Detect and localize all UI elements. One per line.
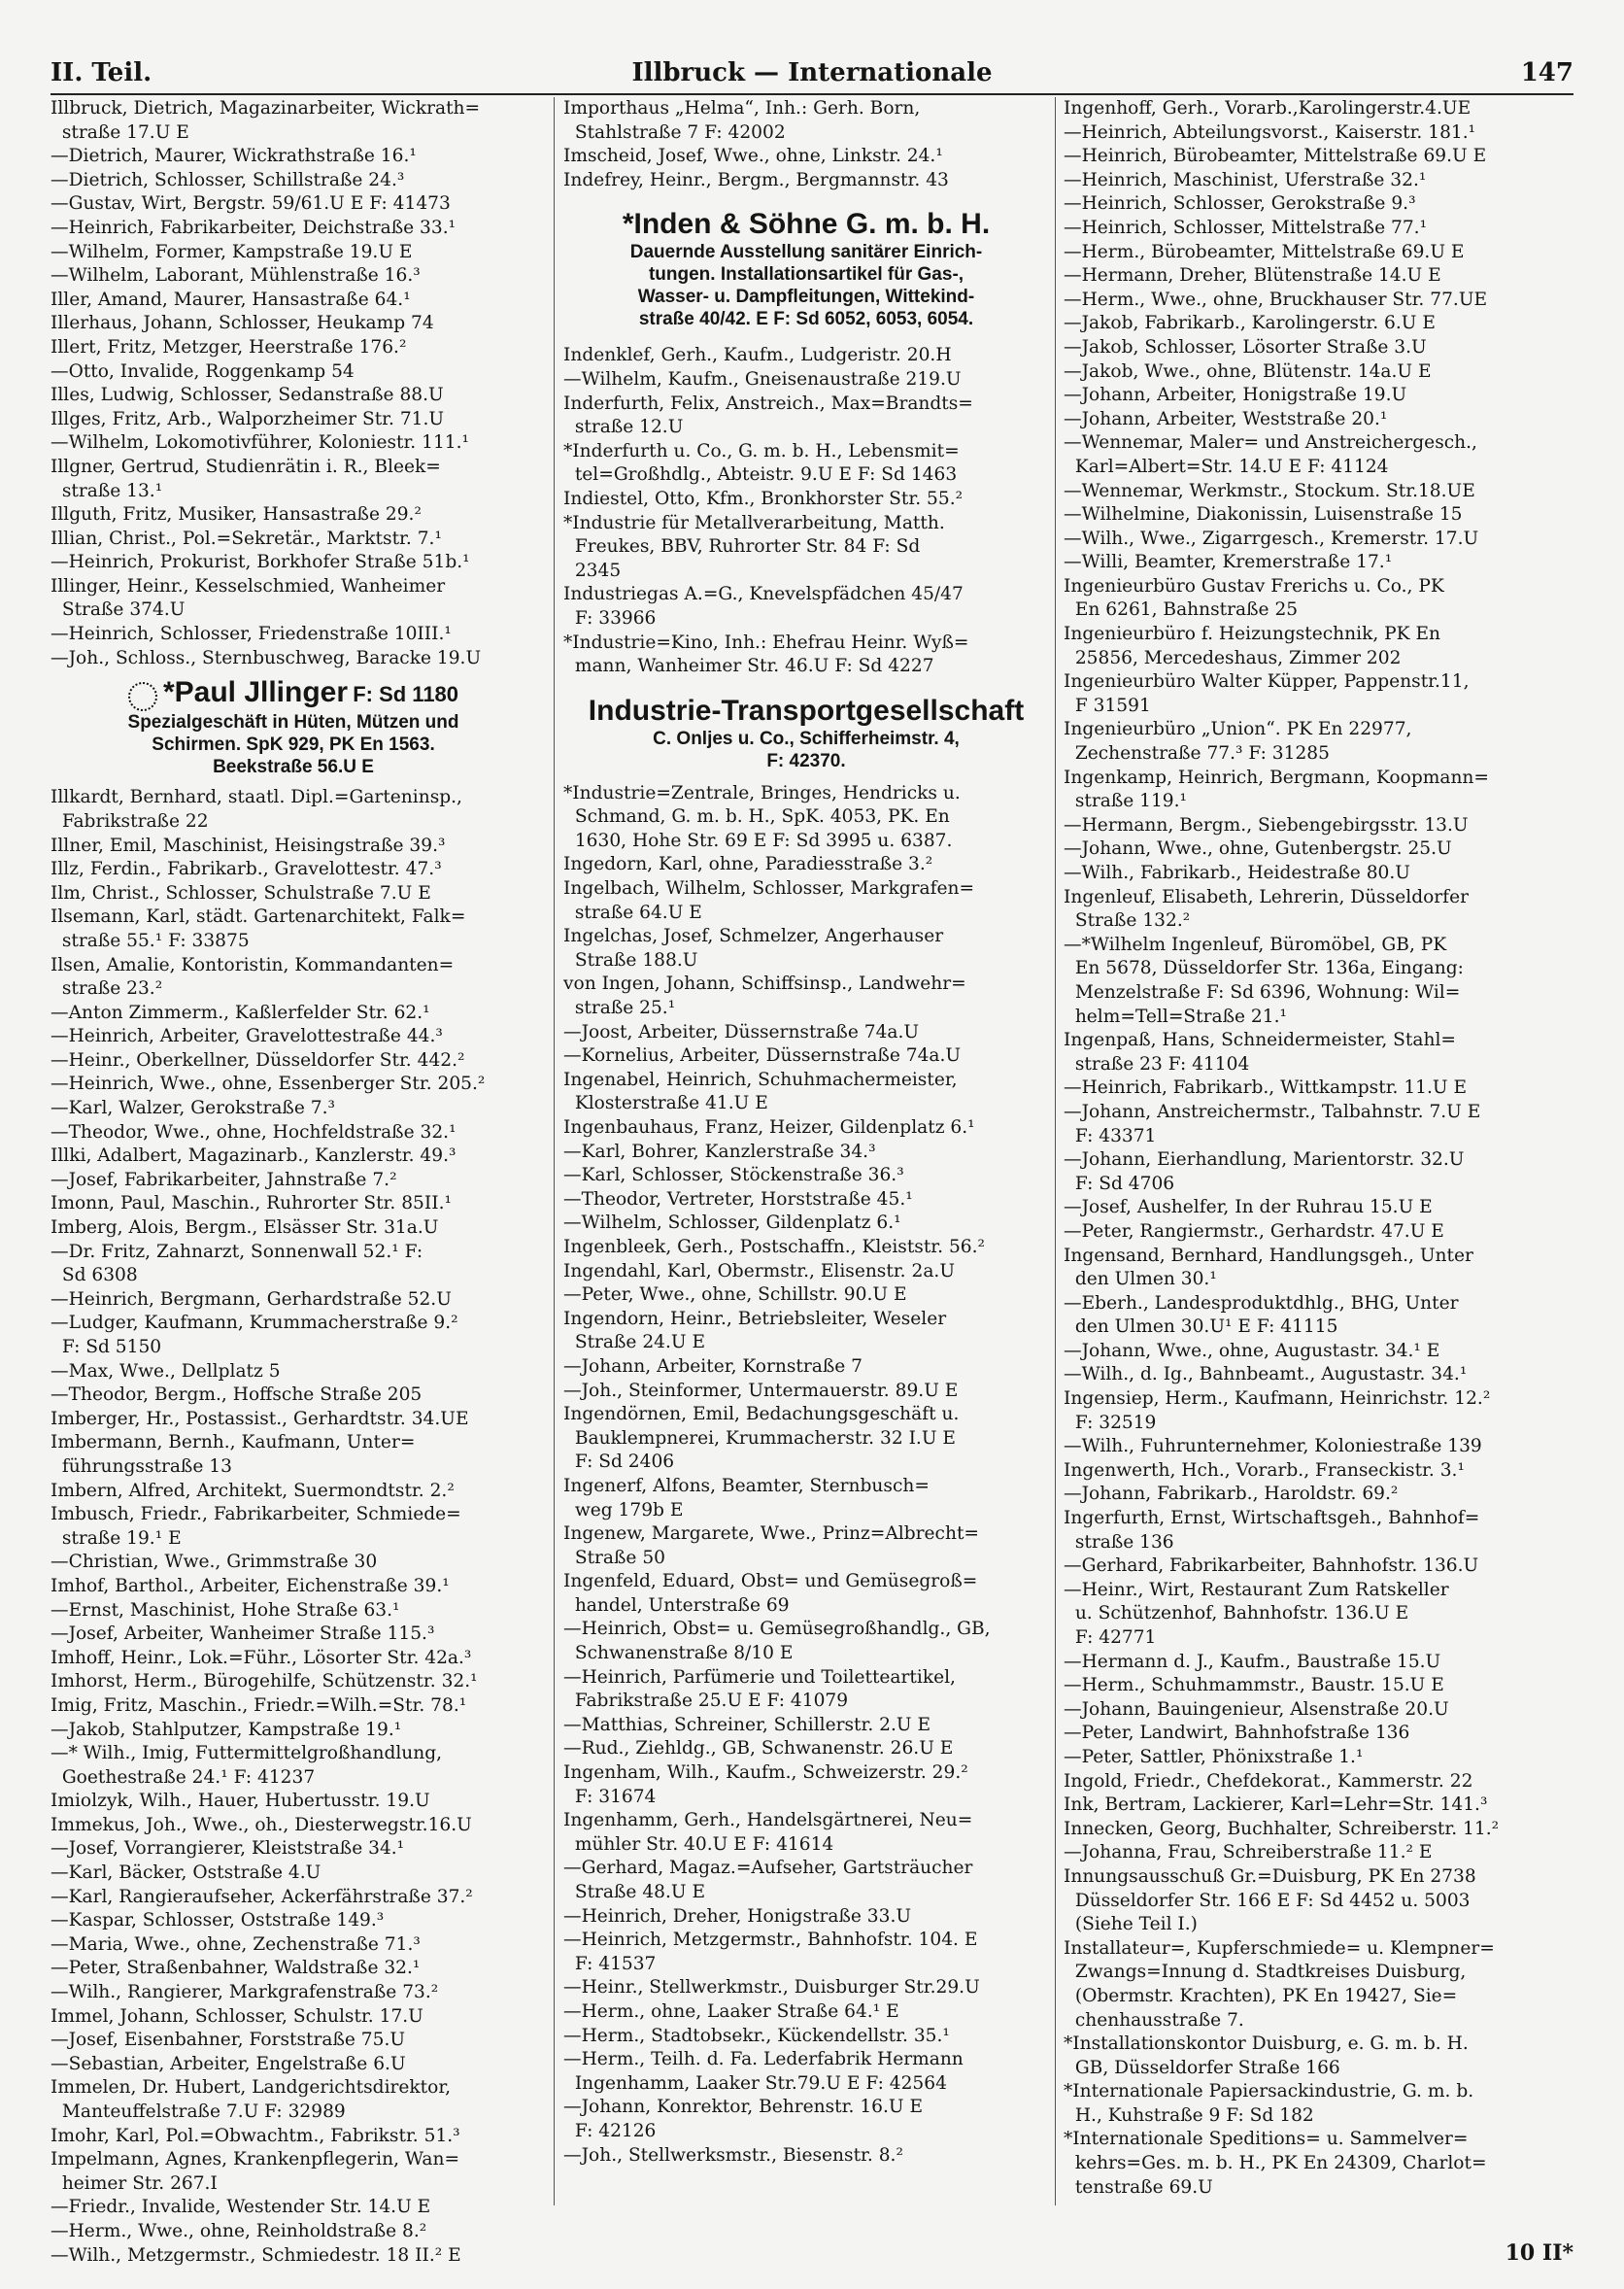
running-title: Illbruck — Internationale bbox=[631, 58, 993, 87]
directory-entry: —Hermann, Dreher, Blütenstraße 14.U E bbox=[1064, 265, 1441, 287]
directory-entry: Ingenabel, Heinrich, Schuhmachermeister, bbox=[563, 1069, 958, 1090]
directory-entry: helm=Tell=Straße 21.¹ bbox=[1064, 1006, 1287, 1027]
directory-entry: den Ulmen 30.¹ bbox=[1064, 1269, 1217, 1290]
directory-entry: Importhaus „Helma“, Inh.: Gerh. Born, bbox=[563, 98, 921, 119]
directory-entry: tenstraße 69.U bbox=[1064, 2176, 1213, 2198]
directory-entry: *Industrie=Kino, Inh.: Ehefrau Heinr. Wyß= bbox=[563, 632, 969, 653]
directory-entry: 1630, Hohe Str. 69 E F: Sd 3995 u. 6387. bbox=[563, 830, 953, 851]
directory-entry: —Heinrich, Bürobeamter, Mittelstraße 69.U E bbox=[1064, 146, 1487, 167]
directory-entry: —Heinrich, Dreher, Honigstraße 33.U bbox=[563, 1905, 912, 1927]
directory-entry: —Otto, Invalide, Roggenkamp 54 bbox=[51, 360, 355, 382]
directory-entry: —Heinrich, Metzgermstr., Bahnhofstr. 104. E bbox=[563, 1930, 978, 1951]
directory-entry: Illbruck, Dietrich, Magazinarbeiter, Wickrath= bbox=[51, 98, 481, 119]
directory-entry: F: 42771 bbox=[1064, 1627, 1157, 1648]
directory-entry: Sd 6308 bbox=[51, 1265, 138, 1286]
directory-entry: —Joh., Steinformer, Untermauerstr. 89.U E bbox=[563, 1380, 959, 1401]
directory-entry: Bauklempnerei, Krummacherstr. 32 I.U E bbox=[563, 1427, 956, 1449]
directory-entry: —Heinrich, Bergmann, Gerhardstraße 52.U bbox=[51, 1288, 452, 1310]
directory-entry: —Wilh., d. Ig., Bahnbeamt., Augustastr. 34.¹ bbox=[1064, 1364, 1468, 1385]
directory-entry: Imscheid, Josef, Wwe., ohne, Linkstr. 24.¹ bbox=[563, 146, 943, 167]
directory-entry: —Ernst, Maschinist, Hohe Straße 63.¹ bbox=[51, 1599, 400, 1621]
directory-entry: —Wilhelm, Former, Kampstraße 19.U E bbox=[51, 241, 413, 262]
directory-entry: —Heinr., Wirt, Restaurant Zum Ratskeller bbox=[1064, 1579, 1449, 1600]
directory-entry: Ingenfeld, Eduard, Obst= und Gemüsegroß= bbox=[563, 1571, 978, 1592]
directory-entry: —Herm., Wwe., ohne, Reinholdstraße 8.² bbox=[51, 2220, 427, 2241]
directory-entry: —Johann, Arbeiter, Kornstraße 7 bbox=[563, 1355, 863, 1377]
directory-entry: Ingenpaß, Hans, Schneidermeister, Stahl= bbox=[1064, 1030, 1456, 1051]
directory-entry: Ingenleuf, Elisabeth, Lehrerin, Düsseldorfer bbox=[1064, 886, 1469, 907]
directory-entry: —Herm., ohne, Laaker Straße 64.¹ E bbox=[563, 2000, 899, 2022]
directory-entry: Ingenhoff, Gerh., Vorarb.,Karolingerstr.4.UE bbox=[1064, 98, 1472, 119]
directory-entry: —Joh., Stellwerksmstr., Biesenstr. 8.² bbox=[563, 2144, 903, 2166]
advert-line: Beekstraße 56.U E bbox=[213, 757, 374, 778]
directory-entry: —Josef, Vorrangierer, Kleiststraße 34.¹ bbox=[51, 1838, 405, 1860]
directory-entry: —Karl, Walzer, Gerokstraße 7.³ bbox=[51, 1098, 335, 1119]
hat-logo-icon bbox=[128, 682, 157, 711]
directory-entry: Ingenbleek, Gerh., Postschaffn., Kleiststr. 56.² bbox=[563, 1236, 986, 1257]
entry-list bbox=[563, 344, 1049, 678]
page-number: 147 bbox=[1520, 58, 1573, 87]
directory-entry: —Jakob, Wwe., ohne, Blütenstr. 14a.U E bbox=[1064, 360, 1432, 382]
directory-entry: —Heinrich, Schlosser, Friedenstraße 10III.¹ bbox=[51, 624, 452, 645]
directory-entry: —*Wilhelm Ingenleuf, Büromöbel, GB, PK bbox=[1064, 934, 1447, 955]
directory-entry: —Johann, Arbeiter, Weststraße 20.¹ bbox=[1064, 408, 1388, 429]
directory-entry: *Industrie=Zentrale, Bringes, Hendricks u. bbox=[563, 782, 961, 803]
directory-entry: Ingenieurbüro f. Heizungstechnik, PK En bbox=[1064, 624, 1441, 645]
directory-entry: Ingenhamm, Gerh., Handelsgärtnerei, Neu= bbox=[563, 1810, 973, 1831]
directory-entry: Imbermann, Bernh., Kaufmann, Unter= bbox=[51, 1432, 416, 1453]
directory-entry: Ilm, Christ., Schlosser, Schulstraße 7.U E bbox=[51, 882, 431, 904]
directory-entry: mühler Str. 40.U E F: 41614 bbox=[563, 1833, 834, 1855]
directory-entry: —Hermann, Bergm., Siebengebirgsstr. 13.U bbox=[1064, 814, 1469, 836]
advert-line: tungen. Installationsartikel für Gas-, bbox=[648, 264, 964, 286]
directory-entry: —Johanna, Frau, Schreiberstraße 11.² E bbox=[1064, 1842, 1433, 1863]
directory-entry: (Siehe Teil I.) bbox=[1064, 1914, 1198, 1935]
directory-entry: —Jakob, Fabrikarb., Karolingerstr. 6.U E bbox=[1064, 313, 1436, 334]
directory-entry: Illges, Fritz, Arb., Walporzheimer Str. 71.U bbox=[51, 408, 445, 429]
directory-entry: Immekus, Joh., Wwe., oh., Diesterwegstr.16.U bbox=[51, 1814, 472, 1835]
directory-entry: —Anton Zimmerm., Kaßlerfelder Str. 62.¹ bbox=[51, 1002, 430, 1023]
directory-entry: Indiestel, Otto, Kfm., Bronkhorster Str. 55.² bbox=[563, 488, 964, 509]
advert-inden-soehne bbox=[563, 208, 1049, 330]
directory-entry: Impelmann, Agnes, Krankenpflegerin, Wan= bbox=[51, 2149, 460, 2170]
advert-name: *Paul Jllinger bbox=[162, 676, 349, 709]
directory-entry: 25856, Mercedeshaus, Zimmer 202 bbox=[1064, 647, 1402, 668]
directory-entry: Illz, Ferdin., Fabrikarb., Gravelottestr. 47.³ bbox=[51, 859, 442, 880]
directory-entry: —Ludger, Kaufmann, Krummacherstraße 9.² bbox=[51, 1313, 458, 1334]
advert-line: Dauernde Ausstellung sanitärer Einrich- bbox=[629, 242, 983, 263]
directory-entry: Fabrikstraße 22 bbox=[51, 810, 209, 832]
advert-line: Schirmen. SpK 929, PK En 1563. bbox=[152, 735, 435, 756]
directory-entry: *Inderfurth u. Co., G. m. b. H., Lebensmit= bbox=[563, 440, 960, 461]
directory-entry: —Herm., Teilh. d. Fa. Lederfabrik Hermann bbox=[563, 2049, 964, 2070]
directory-entry: den Ulmen 30.U¹ E F: 41115 bbox=[1064, 1316, 1338, 1338]
directory-entry: —Max, Wwe., Dellplatz 5 bbox=[51, 1360, 281, 1382]
directory-entry: —Wennemar, Maler= und Anstreichergesch., bbox=[1064, 432, 1477, 454]
directory-entry: —Dietrich, Maurer, Wickrathstraße 16.¹ bbox=[51, 146, 417, 167]
directory-entry: —Heinrich, Obst= u. Gemüsegroßhandlg., GB, bbox=[563, 1619, 991, 1640]
directory-entry: Zwangs=Innung d. Stadtkreises Duisburg, bbox=[1064, 1962, 1467, 1983]
directory-entry: Straße 48.U E bbox=[563, 1882, 706, 1902]
directory-entry: —Herm., Stadtobsekr., Kückendellstr. 35.¹ bbox=[563, 2025, 950, 2046]
directory-entry: —Dietrich, Schlosser, Schillstraße 24.³ bbox=[51, 169, 405, 190]
advert-line: Wasser- u. Dampfleitungen, Wittekind- bbox=[637, 287, 975, 308]
directory-entry: Straße 132.² bbox=[1064, 910, 1191, 932]
directory-entry: Ingenieurbüro „Union“. PK En 22977, bbox=[1064, 719, 1412, 740]
directory-entry: u. Schützenhof, Bahnhofstr. 136.U E bbox=[1064, 1603, 1409, 1624]
directory-entry: —Josef, Arbeiter, Wanheimer Straße 115.³ bbox=[51, 1623, 435, 1645]
directory-entry: Ingendorn, Heinr., Betriebsleiter, Weseler bbox=[563, 1308, 947, 1329]
directory-entry: —Gerhard, Fabrikarbeiter, Bahnhofstr. 136.U bbox=[1064, 1555, 1479, 1577]
directory-entry: Inderfurth, Felix, Anstreich., Max=Brandts= bbox=[563, 393, 973, 414]
directory-entry: —Karl, Bäcker, Oststraße 4.U bbox=[51, 1862, 321, 1884]
directory-entry: Straße 188.U bbox=[563, 949, 698, 971]
directory-entry: Innungsausschuß Gr.=Duisburg, PK En 2738 bbox=[1064, 1865, 1476, 1887]
directory-entry: 2345 bbox=[563, 560, 622, 581]
directory-entry: straße 64.U E bbox=[563, 902, 702, 923]
column-1 bbox=[51, 97, 536, 2268]
directory-entry: —Heinrich, Schlosser, Mittelstraße 77.¹ bbox=[1064, 217, 1428, 238]
directory-entry: F: 31674 bbox=[563, 1786, 657, 1807]
advert-line: straße 40/42. E F: Sd 6052, 6053, 6054. bbox=[638, 309, 974, 330]
directory-entry: —Josef, Aushelfer, In der Ruhrau 15.U E bbox=[1064, 1197, 1433, 1218]
directory-entry: —Herm., Wwe., ohne, Bruckhauser Str. 77.UE bbox=[1064, 289, 1488, 310]
directory-entry: —Josef, Eisenbahner, Forststraße 75.U bbox=[51, 2030, 406, 2051]
directory-entry: Goethestraße 24.¹ F: 41237 bbox=[51, 1766, 316, 1788]
directory-entry: Ingendörnen, Emil, Bedachungsgeschäft u. bbox=[563, 1404, 960, 1425]
directory-entry: Ingenieurbüro Gustav Frerichs u. Co., PK bbox=[1064, 575, 1444, 597]
directory-entry: handel, Unterstraße 69 bbox=[563, 1594, 790, 1616]
directory-entry: —Johann, Konrektor, Behrenstr. 16.U E bbox=[563, 2097, 924, 2118]
directory-entry: Schmand, G. m. b. H., SpK. 4053, PK. En bbox=[563, 806, 950, 828]
directory-entry: Ingenbauhaus, Franz, Heizer, Gildenplatz 6.¹ bbox=[563, 1117, 975, 1138]
directory-entry: straße 13.¹ bbox=[51, 480, 163, 501]
directory-entry: —Wilhelm, Schlosser, Gildenplatz 6.¹ bbox=[563, 1213, 901, 1234]
directory-entry: —Kaspar, Schlosser, Oststraße 149.³ bbox=[51, 1910, 385, 1931]
directory-entry: Straße 24.U E bbox=[563, 1332, 706, 1353]
directory-entry: Illinger, Heinr., Kesselschmied, Wanheimer bbox=[51, 575, 446, 597]
directory-entry: —Wennemar, Werkmstr., Stockum. Str.18.UE bbox=[1064, 480, 1475, 501]
directory-entry: —Theodor, Vertreter, Horststraße 45.¹ bbox=[563, 1188, 913, 1210]
directory-entry: Ingerfurth, Ernst, Wirtschaftsgeh., Bahnhof= bbox=[1064, 1508, 1480, 1529]
directory-entry: —Dr. Fritz, Zahnarzt, Sonnenwall 52.¹ F: bbox=[51, 1241, 423, 1262]
header-rule bbox=[51, 93, 1573, 95]
directory-entry: führungsstraße 13 bbox=[51, 1455, 232, 1477]
directory-entry: —Peter, Wwe., ohne, Schillstr. 90.U E bbox=[563, 1284, 907, 1306]
directory-entry: Illian, Christ., Pol.=Sekretär., Marktstr. 7.¹ bbox=[51, 528, 442, 549]
directory-entry: Menzelstraße F: Sd 6396, Wohnung: Wil= bbox=[1064, 981, 1461, 1003]
directory-entry: —Peter, Landwirt, Bahnhofstraße 136 bbox=[1064, 1723, 1410, 1744]
directory-entry: —Wilhelm, Lokomotivführer, Koloniestr. 111.¹ bbox=[51, 432, 469, 454]
directory-entry: En 6261, Bahnstraße 25 bbox=[1064, 599, 1299, 621]
directory-entry: F: Sd 4706 bbox=[1064, 1173, 1175, 1194]
directory-entry: Imhoff, Heinr., Lok.=Führ., Lösorter Str. 42a.³ bbox=[51, 1647, 472, 1668]
directory-entry: Imohr, Karl, Pol.=Obwachtm., Fabrikstr. 51.³ bbox=[51, 2125, 460, 2146]
directory-entry: straße 17.U E bbox=[51, 121, 189, 143]
directory-entry: —Heinrich, Fabrikarb., Wittkampstr. 11.U E bbox=[1064, 1077, 1468, 1099]
directory-entry: —Wilhelm, Kaufm., Gneisenaustraße 219.U bbox=[563, 368, 962, 390]
directory-entry: Imhof, Barthol., Arbeiter, Eichenstraße 39.¹ bbox=[51, 1575, 450, 1596]
directory-entry: —Heinrich, Maschinist, Uferstraße 32.¹ bbox=[1064, 169, 1427, 190]
advert-paul-jllinger bbox=[51, 676, 536, 778]
directory-entry: straße 23 F: 41104 bbox=[1064, 1053, 1250, 1075]
advert-phone: F: Sd 1180 bbox=[353, 682, 459, 707]
directory-entry: —Friedr., Invalide, Westender Str. 14.U E bbox=[51, 2197, 431, 2218]
directory-entry: F: 33966 bbox=[563, 607, 657, 629]
directory-entry: F: 42126 bbox=[563, 2120, 657, 2141]
directory-entry: —Maria, Wwe., ohne, Zechenstraße 71.³ bbox=[51, 1933, 421, 1955]
directory-entry: straße 55.¹ F: 33875 bbox=[51, 930, 250, 951]
directory-entry: —Theodor, Bergm., Hoffsche Straße 205 bbox=[51, 1384, 423, 1406]
directory-entry: Imberger, Hr., Postassist., Gerhardtstr. 34.UE bbox=[51, 1408, 469, 1429]
directory-entry: GB, Düsseldorfer Straße 166 bbox=[1064, 2057, 1340, 2078]
directory-entry: Imig, Fritz, Maschin., Friedr.=Wilh.=Str. 78.¹ bbox=[51, 1694, 467, 1716]
directory-entry: mann, Wanheimer Str. 46.U F: Sd 4227 bbox=[563, 656, 934, 677]
directory-entry: —Wilh., Rangierer, Markgrafenstraße 73.² bbox=[51, 1982, 439, 2003]
directory-entry: *Internationale Speditions= u. Sammelver= bbox=[1064, 2129, 1469, 2150]
directory-entry: Ingenhamm, Laaker Str.79.U E F: 42564 bbox=[563, 2072, 947, 2094]
directory-entry: *Internationale Papiersackindustrie, G. m. b. bbox=[1064, 2081, 1474, 2102]
directory-entry: —Heinrich, Prokurist, Borkhofer Straße 51b.¹ bbox=[51, 552, 470, 573]
advert-line: C. Onljes u. Co., Schifferheimstr. 4, bbox=[653, 728, 960, 749]
directory-entry: Immel, Johann, Schlosser, Schulstr. 17.U bbox=[51, 2005, 423, 2027]
column-2 bbox=[563, 97, 1049, 2168]
directory-entry: straße 119.¹ bbox=[1064, 791, 1188, 812]
directory-entry: (Obermstr. Krachten), PK En 19427, Sie= bbox=[1064, 1985, 1458, 2006]
directory-entry: Ingenew, Margarete, Wwe., Prinz=Albrecht= bbox=[563, 1523, 979, 1545]
directory-entry: straße 25.¹ bbox=[563, 998, 676, 1019]
directory-entry: Illert, Fritz, Metzger, Heerstraße 176.² bbox=[51, 336, 407, 358]
directory-entry: Imbusch, Friedr., Fabrikarbeiter, Schmiede= bbox=[51, 1504, 461, 1525]
directory-entry: straße 23.² bbox=[51, 978, 163, 1000]
directory-entry: —Matthias, Schreiner, Schillerstr. 2.U E bbox=[563, 1714, 931, 1735]
directory-entry: —Sebastian, Arbeiter, Engelstraße 6.U bbox=[51, 2053, 406, 2074]
directory-entry: Ilsen, Amalie, Kontoristin, Kommandanten= bbox=[51, 954, 455, 975]
directory-entry: Iller, Amand, Maurer, Hansastraße 64.¹ bbox=[51, 289, 411, 310]
directory-entry: Manteuffelstraße 7.U F: 32989 bbox=[51, 2101, 346, 2122]
directory-entry: Straße 50 bbox=[563, 1547, 666, 1568]
directory-entry: kehrs=Ges. m. b. H., PK En 24309, Charlot= bbox=[1064, 2153, 1487, 2174]
directory-entry: —Johann, Fabrikarb., Haroldstr. 69.² bbox=[1064, 1484, 1399, 1505]
directory-entry: Freukes, BBV, Ruhrorter Str. 84 F: Sd bbox=[563, 536, 921, 558]
directory-entry: Illki, Adalbert, Magazinarb., Kanzlerstr. 49.³ bbox=[51, 1145, 457, 1167]
directory-entry: Illner, Emil, Maschinist, Heisingstraße 39.³ bbox=[51, 835, 446, 856]
directory-entry: *Industrie für Metallverarbeitung, Matth. bbox=[563, 512, 945, 533]
directory-entry: weg 179b E bbox=[563, 1499, 684, 1520]
advert-industrie-transport bbox=[563, 695, 1049, 772]
column-divider bbox=[1055, 97, 1056, 2205]
advert-name: Industrie-Transportgesellschaft bbox=[588, 694, 1025, 727]
directory-entry: Indefrey, Heinr., Bergm., Bergmannstr. 43 bbox=[563, 169, 949, 190]
directory-entry: Klosterstraße 41.U E bbox=[563, 1093, 768, 1114]
directory-entry: —Eberh., Landesproduktdhlg., BHG, Unter bbox=[1064, 1292, 1459, 1314]
entry-list bbox=[563, 97, 1049, 192]
advert-line: Spezialgeschäft in Hüten, Mützen und bbox=[127, 712, 459, 734]
directory-entry: —Johann, Wwe., ohne, Gutenbergstr. 25.U bbox=[1064, 838, 1452, 860]
directory-entry: —Johann, Arbeiter, Honigstraße 19.U bbox=[1064, 385, 1407, 406]
directory-entry: Ingold, Friedr., Chefdekorat., Kammerstr. 22 bbox=[1064, 1770, 1473, 1792]
directory-entry: Ingenham, Wilh., Kaufm., Schweizerstr. 29.² bbox=[563, 1762, 968, 1784]
directory-entry: —Heinrich, Wwe., ohne, Essenberger Str. 205.² bbox=[51, 1074, 486, 1095]
directory-entry: Schwanenstraße 8/10 E bbox=[563, 1643, 794, 1664]
directory-entry: —Herm., Schuhmammstr., Baustr. 15.U E bbox=[1064, 1675, 1444, 1696]
directory-entry: F: Sd 5150 bbox=[51, 1337, 162, 1357]
directory-entry: Ingenkamp, Heinrich, Bergmann, Koopmann= bbox=[1064, 767, 1489, 788]
entry-list bbox=[1064, 97, 1549, 2200]
directory-entry: —Joost, Arbeiter, Düssernstraße 74a.U bbox=[563, 1021, 920, 1042]
directory-entry: —Wilhelmine, Diakonissin, Luisenstraße 15 bbox=[1064, 504, 1463, 526]
directory-entry: Installateur=, Kupferschmiede= u. Klempner= bbox=[1064, 1937, 1495, 1959]
directory-entry: F: 43371 bbox=[1064, 1125, 1157, 1146]
directory-entry: Illes, Ludwig, Schlosser, Sedanstraße 88.U bbox=[51, 385, 444, 406]
directory-entry: —Heinrich, Schlosser, Gerokstraße 9.³ bbox=[1064, 193, 1416, 215]
directory-entry: —Karl, Rangieraufseher, Ackerfährstraße 37.² bbox=[51, 1886, 473, 1907]
directory-entry: —Jakob, Stahlputzer, Kampstraße 19.¹ bbox=[51, 1719, 402, 1740]
directory-entry: straße 12.U bbox=[563, 417, 684, 438]
directory-entry: Industriegas A.=G., Knevelspfädchen 45/47 bbox=[563, 584, 964, 605]
directory-entry: F 31591 bbox=[1064, 695, 1151, 716]
directory-entry: Ingelchas, Josef, Schmelzer, Angerhauser bbox=[563, 926, 944, 947]
column-3 bbox=[1064, 97, 1549, 2200]
directory-entry: —Wilh., Fabrikarb., Heidestraße 80.U bbox=[1064, 863, 1410, 883]
directory-entry: Ingedorn, Karl, ohne, Paradiesstraße 3.² bbox=[563, 854, 933, 875]
directory-entry: straße 19.¹ E bbox=[51, 1527, 182, 1549]
directory-entry: —Heinrich, Arbeiter, Gravelottestraße 44.³ bbox=[51, 1026, 443, 1047]
directory-entry: Ingenwerth, Hch., Vorarb., Franseckistr. 3.¹ bbox=[1064, 1459, 1465, 1481]
directory-entry: Ilsemann, Karl, städt. Gartenarchitekt, Falk= bbox=[51, 906, 466, 928]
directory-entry: —Kornelius, Arbeiter, Düssernstraße 74a.U bbox=[563, 1045, 962, 1067]
directory-entry: Ingenieurbüro Walter Küpper, Pappenstr.11, bbox=[1064, 671, 1470, 693]
directory-entry: —Joh., Schloss., Sternbuschweg, Baracke 19.U bbox=[51, 647, 482, 668]
directory-entry: Indenklef, Gerh., Kaufm., Ludgeristr. 20.H bbox=[563, 345, 952, 366]
directory-entry: —Wilh., Fuhrunternehmer, Koloniestraße 139 bbox=[1064, 1436, 1482, 1457]
directory-entry: Illgner, Gertrud, Studienrätin i. R., Bleek= bbox=[51, 456, 441, 477]
directory-entry: —Rud., Ziehldg., GB, Schwanenstr. 26.U E bbox=[563, 1738, 954, 1759]
directory-entry: Zechenstraße 77.³ F: 31285 bbox=[1064, 743, 1330, 765]
directory-entry: —Johann, Eierhandlung, Marientorstr. 32.U bbox=[1064, 1149, 1465, 1171]
directory-entry: —Heinrich, Abteilungsvorst., Kaiserstr. 181.¹ bbox=[1064, 121, 1476, 143]
directory-entry: Innecken, Georg, Buchhalter, Schreiberstr. 11.² bbox=[1064, 1818, 1500, 1839]
directory-entry: Imiolzyk, Wilh., Hauer, Hubertusstr. 19.U bbox=[51, 1791, 430, 1812]
directory-entry: Imberg, Alois, Bergm., Elsässer Str. 31a.U bbox=[51, 1217, 439, 1239]
directory-entry: tel=Großhdlg., Abteistr. 9.U E F: Sd 1463 bbox=[563, 464, 958, 486]
directory-entry: Ingensand, Bernhard, Handlungsgeh., Unter bbox=[1064, 1245, 1473, 1266]
directory-entry: von Ingen, Johann, Schiffsinsp., Landwehr= bbox=[563, 974, 966, 995]
directory-entry: H., Kuhstraße 9 F: Sd 182 bbox=[1064, 2104, 1314, 2126]
directory-entry: heimer Str. 267.I bbox=[51, 2172, 218, 2194]
directory-entry: Ingelbach, Wilhelm, Schlosser, Markgrafen= bbox=[563, 878, 975, 900]
directory-entry: —Gerhard, Magaz.=Aufseher, Gartsträucher bbox=[563, 1858, 973, 1879]
directory-entry: *Installationskontor Duisburg, e. G. m. b. H. bbox=[1064, 2033, 1469, 2055]
directory-entry: —Peter, Straßenbahner, Waldstraße 32.¹ bbox=[51, 1958, 421, 1979]
directory-entry: —Johann, Wwe., ohne, Augustastr. 34.¹ E bbox=[1064, 1340, 1440, 1361]
part-label: II. Teil. bbox=[51, 58, 152, 87]
directory-entry: Ink, Bertram, Lackierer, Karl=Lehr=Str. 141.³ bbox=[1064, 1794, 1488, 1816]
directory-entry: —Gustav, Wirt, Bergstr. 59/61.U E F: 41473 bbox=[51, 193, 451, 215]
directory-entry: —Heinr., Oberkellner, Düsseldorfer Str. 442.² bbox=[51, 1049, 465, 1071]
directory-entry: —Johann, Bauingenieur, Alsenstraße 20.U bbox=[1064, 1698, 1449, 1720]
directory-entry: F: 32519 bbox=[1064, 1412, 1157, 1433]
directory-entry: Ingenerf, Alfons, Beamter, Sternbusch= bbox=[563, 1475, 930, 1496]
directory-entry: —Wilhelm, Laborant, Mühlenstraße 16.³ bbox=[51, 265, 421, 287]
page-header bbox=[51, 58, 1573, 91]
directory-entry: chenhausstraße 7. bbox=[1064, 2009, 1244, 2031]
entry-list bbox=[563, 782, 1049, 2168]
directory-entry: Imhorst, Herm., Bürogehilfe, Schützenstr. 32.¹ bbox=[51, 1671, 478, 1692]
directory-entry: Imbern, Alfred, Architekt, Suermondtstr. 2.² bbox=[51, 1480, 455, 1501]
advert-line: F: 42370. bbox=[766, 750, 846, 771]
directory-entry: Ingensiep, Herm., Kaufmann, Heinrichstr. 12.² bbox=[1064, 1388, 1491, 1410]
directory-entry: —* Wilh., Imig, Futtermittelgroßhandlung, bbox=[51, 1743, 443, 1764]
directory-entry: Illkardt, Bernhard, staatl. Dipl.=Garteninsp., bbox=[51, 787, 462, 808]
directory-entry: —Willi, Beamter, Kremerstraße 17.¹ bbox=[1064, 552, 1393, 573]
directory-entry: —Wilh., Metzgermstr., Schmiedestr. 18 II.² E bbox=[51, 2244, 461, 2266]
directory-entry: straße 136 bbox=[1064, 1531, 1174, 1553]
directory-entry: —Peter, Sattler, Phönixstraße 1.¹ bbox=[1064, 1746, 1364, 1767]
directory-entry: —Hermann d. J., Kaufm., Baustraße 15.U bbox=[1064, 1651, 1441, 1672]
entry-list bbox=[51, 786, 536, 2268]
directory-entry: En 5678, Düsseldorfer Str. 136a, Eingang: bbox=[1064, 958, 1464, 979]
directory-entry: Ingendahl, Karl, Obermstr., Elisenstr. 2a.U bbox=[563, 1260, 955, 1281]
directory-entry: Immelen, Dr. Hubert, Landgerichtsdirektor, bbox=[51, 2077, 452, 2099]
directory-entry: —Peter, Rangiermstr., Gerhardstr. 47.U E bbox=[1064, 1220, 1444, 1242]
directory-entry: F: 41537 bbox=[563, 1953, 657, 1974]
directory-entry: Straße 374.U bbox=[51, 599, 186, 621]
directory-entry: Karl=Albert=Str. 14.U E F: 41124 bbox=[1064, 456, 1389, 477]
directory-entry: —Karl, Bohrer, Kanzlerstraße 34.³ bbox=[563, 1141, 876, 1162]
directory-entry: —Heinrich, Fabrikarbeiter, Deichstraße 33.¹ bbox=[51, 217, 457, 238]
column-divider bbox=[554, 97, 555, 2205]
directory-entry: Düsseldorfer Str. 166 E F: Sd 4452 u. 5003 bbox=[1064, 1890, 1471, 1911]
directory-entry: —Karl, Schlosser, Stöckenstraße 36.³ bbox=[563, 1165, 904, 1186]
advert-name: *Inden & Söhne G. m. b. H. bbox=[622, 208, 991, 241]
directory-entry: —Herm., Bürobeamter, Mittelstraße 69.U E bbox=[1064, 241, 1465, 262]
directory-entry: Fabrikstraße 25.U E F: 41079 bbox=[563, 1691, 849, 1712]
directory-entry: Illerhaus, Johann, Schlosser, Heukamp 74 bbox=[51, 313, 434, 334]
directory-entry: —Josef, Fabrikarbeiter, Jahnstraße 7.² bbox=[51, 1169, 397, 1190]
signature-mark: 10 II* bbox=[1505, 2240, 1573, 2266]
entry-list bbox=[51, 97, 536, 670]
directory-entry: —Johann, Anstreichermstr., Talbahnstr. 7.U E bbox=[1064, 1101, 1481, 1122]
directory-entry: Imonn, Paul, Maschin., Ruhrorter Str. 85II.¹ bbox=[51, 1193, 452, 1214]
directory-entry: —Heinr., Stellwerkmstr., Duisburger Str.29.U bbox=[563, 1977, 980, 1999]
directory-entry: Stahlstraße 7 F: 42002 bbox=[563, 121, 786, 143]
directory-entry: —Christian, Wwe., Grimmstraße 30 bbox=[51, 1552, 378, 1573]
directory-entry: —Wilh., Wwe., Zigarrgesch., Kremerstr. 17.U bbox=[1064, 528, 1479, 549]
directory-entry: —Jakob, Schlosser, Lösorter Straße 3.U bbox=[1064, 336, 1427, 358]
directory-entry: —Theodor, Wwe., ohne, Hochfeldstraße 32.¹ bbox=[51, 1121, 457, 1143]
directory-entry: F: Sd 2406 bbox=[563, 1452, 675, 1473]
directory-entry: Illguth, Fritz, Musiker, Hansastraße 29.² bbox=[51, 504, 422, 526]
directory-entry: —Heinrich, Parfümerie und Toiletteartikel, bbox=[563, 1666, 956, 1688]
